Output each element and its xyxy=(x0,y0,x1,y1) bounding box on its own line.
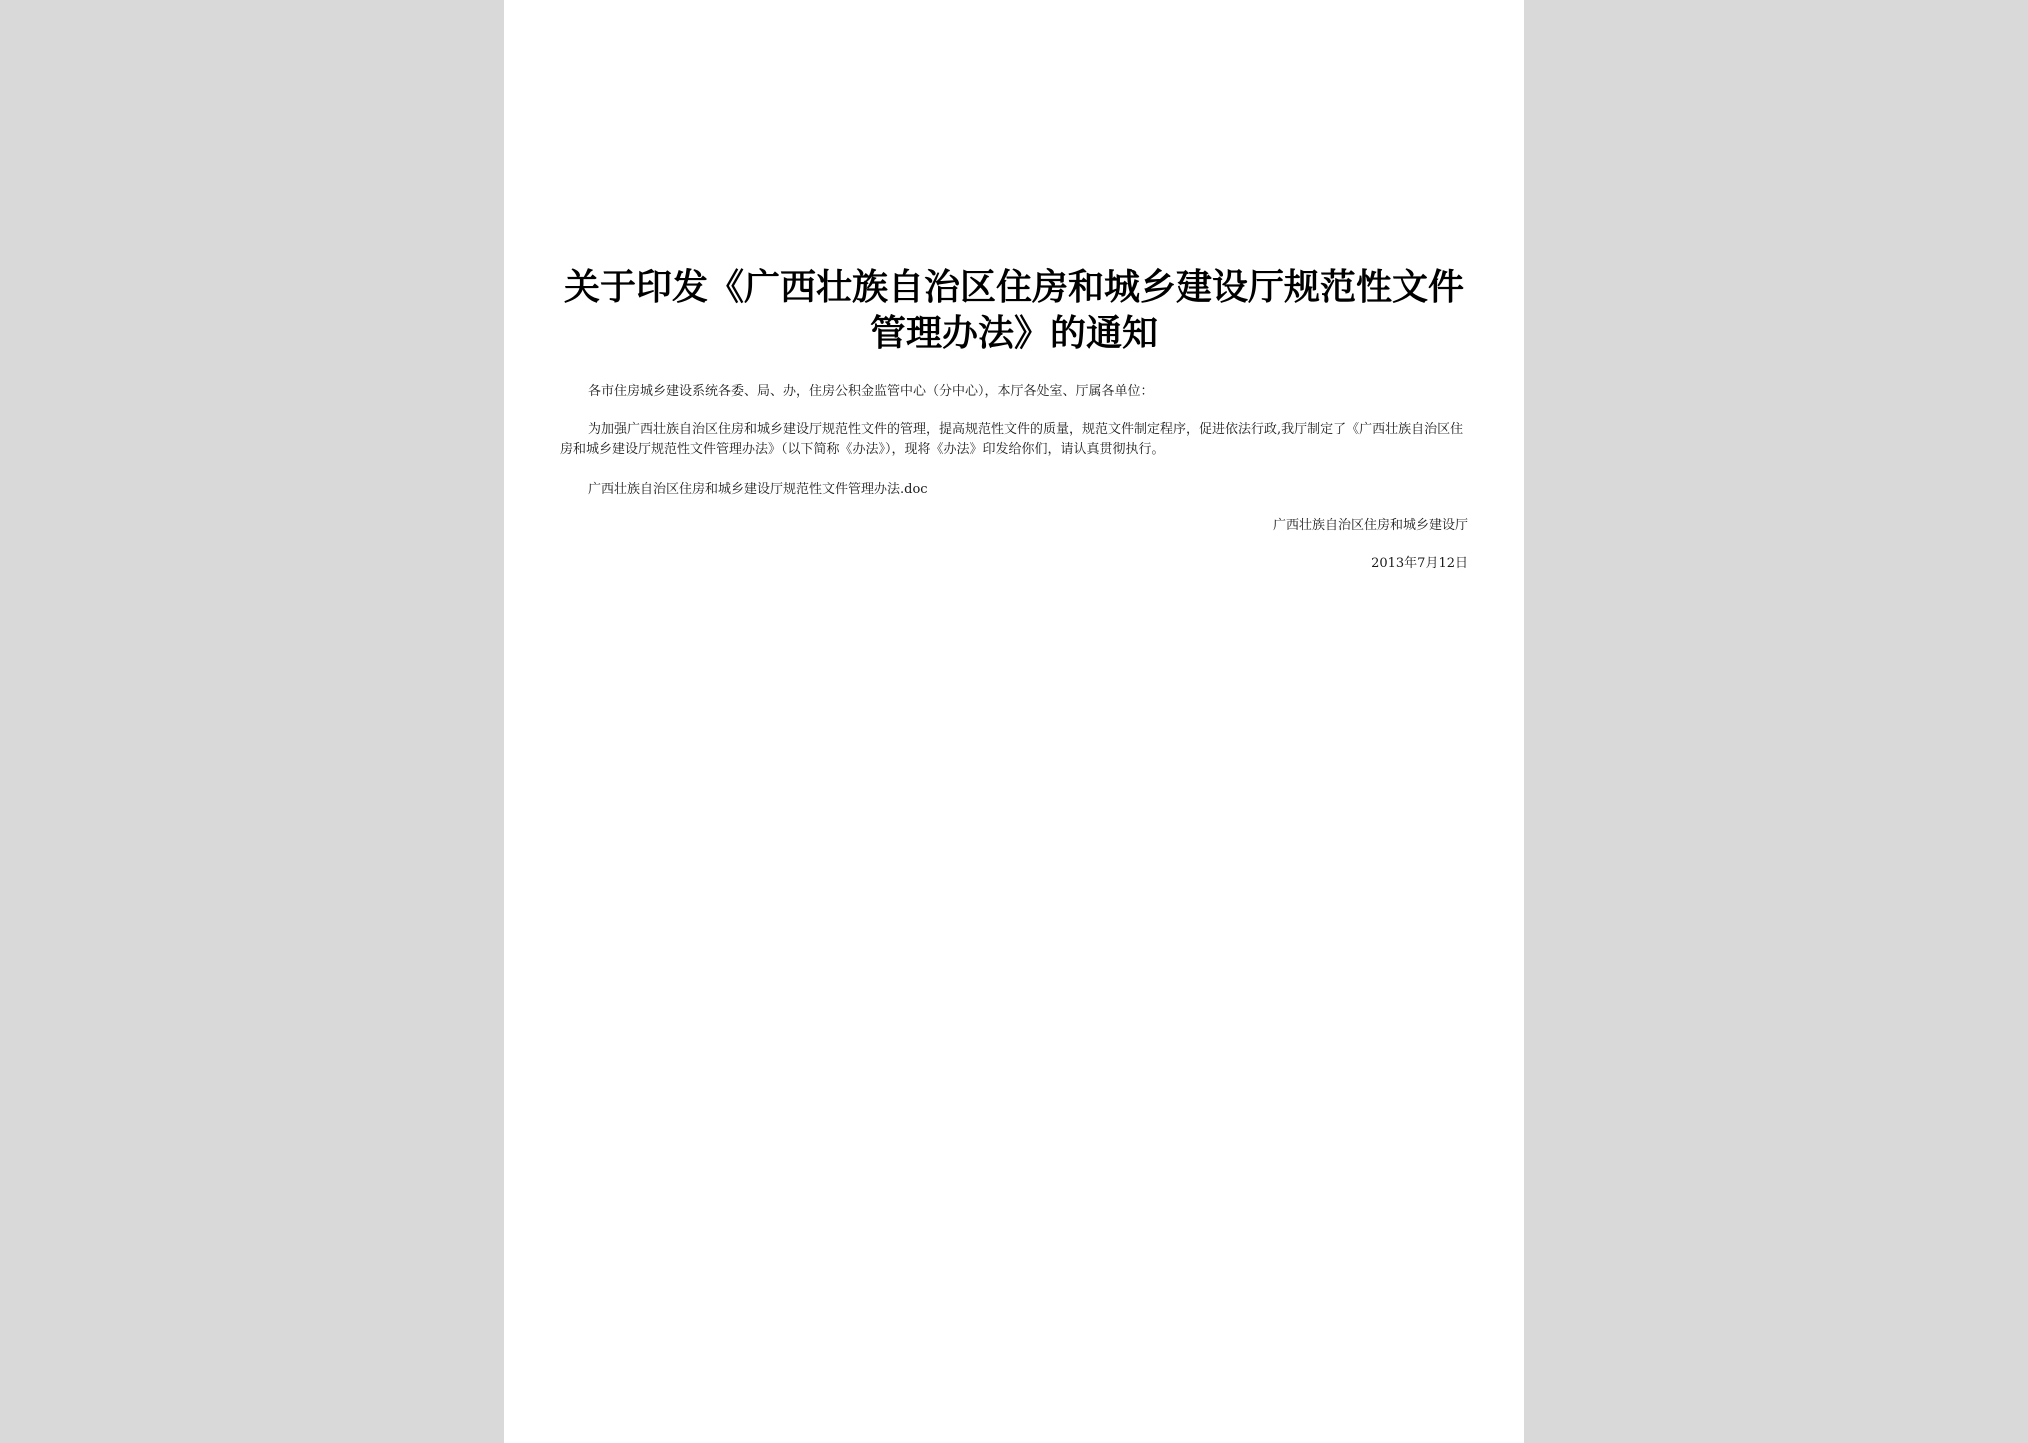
signature-date: 2013年7月12日 xyxy=(1371,556,1468,571)
document-page xyxy=(504,0,1524,1443)
attachment-link[interactable]: 广西壮族自治区住房和城乡建设厅规范性文件管理办法.doc xyxy=(588,482,928,497)
document-title: 关于印发《广西壮族自治区住房和城乡建设厅规范性文件管理办法》的通知 xyxy=(564,266,1465,354)
signature-organization: 广西壮族自治区住房和城乡建设厅 xyxy=(1272,518,1468,533)
body-paragraph: 为加强广西壮族自治区住房和城乡建设厅规范性文件的管理，提高规范性文件的质量，规范文件制定程序，促进依法行政,我厅制定了《广西壮族自治区住房和城乡建设厅规范性文件管理办法》（以下简称《办法》），现将《办法》印发给你们，请认真贯彻执行。 xyxy=(560,422,1464,457)
addressee-paragraph: 各市住房城乡建设系统各委、局、办，住房公积金监管中心（分中心），本厅各处室、厅属各单位： xyxy=(588,384,1154,399)
